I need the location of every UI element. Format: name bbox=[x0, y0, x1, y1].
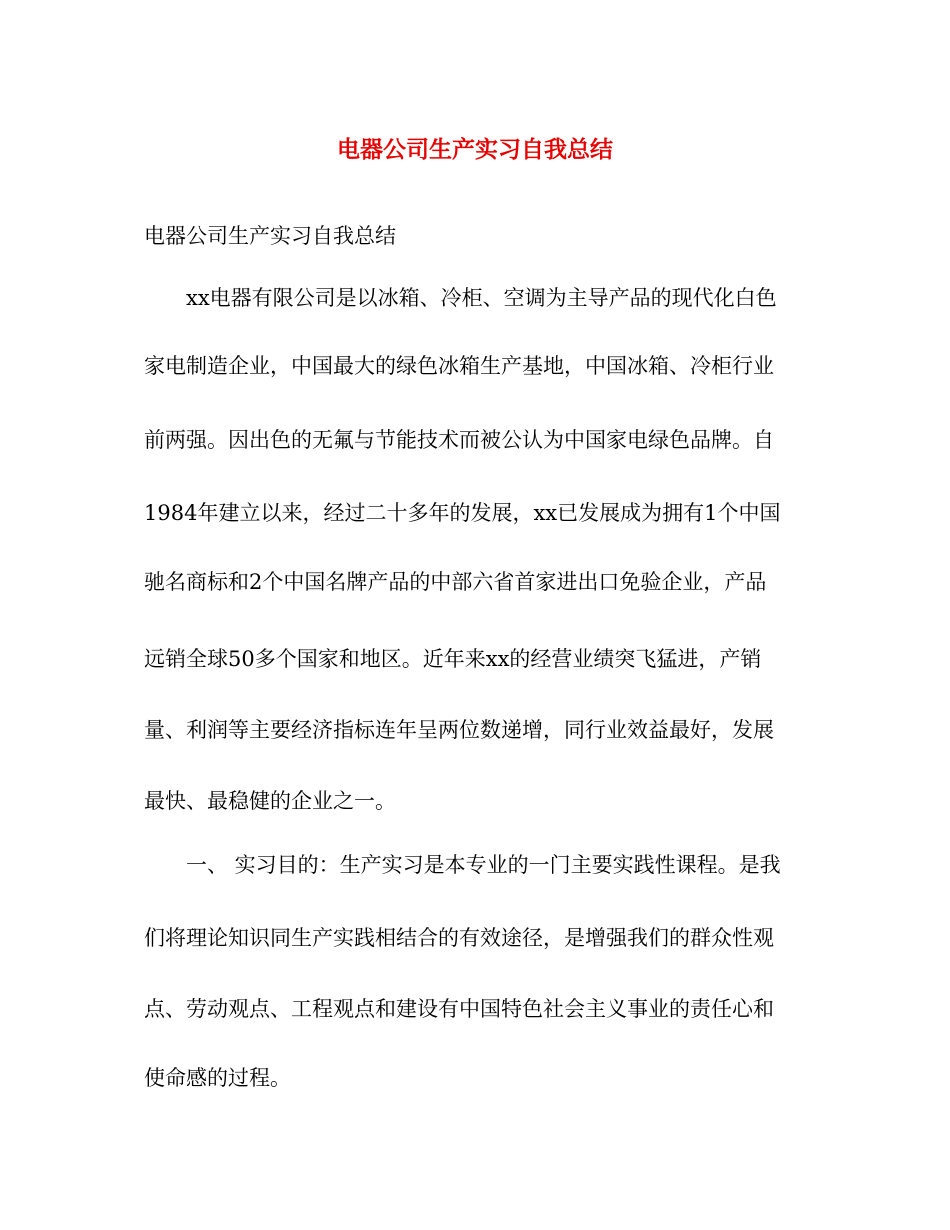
document-subtitle: 电器公司生产实习自我总结 bbox=[144, 224, 396, 248]
document-title: 电器公司生产实习自我总结 bbox=[337, 136, 613, 163]
paragraph-line: 前两强。因出色的无氟与节能技术而被公认为中国家电绿色品牌。自 bbox=[144, 428, 774, 452]
paragraph-line: 点、劳动观点、工程观点和建设有中国特色社会主义事业的责任心和 bbox=[144, 997, 774, 1021]
paragraph-line: 最快、最稳健的企业之一。 bbox=[144, 789, 396, 813]
paragraph-line: 1984年建立以来，经过二十多年的发展，xx已发展成为拥有1个中国 bbox=[144, 501, 781, 525]
paragraph-line: 远销全球50多个国家和地区。近年来xx的经营业绩突飞猛进，产销 bbox=[144, 647, 762, 671]
paragraph-line: 家电制造企业，中国最大的绿色冰箱生产基地，中国冰箱、冷柜行业 bbox=[144, 354, 774, 378]
paragraph-line: 们将理论知识同生产实践相结合的有效途径，是增强我们的群众性观 bbox=[144, 926, 774, 950]
paragraph-line: 一、 实习目的：生产实习是本专业的一门主要实践性课程。是我 bbox=[186, 853, 781, 877]
paragraph-line: 量、利润等主要经济指标连年呈两位数递增，同行业效益最好，发展 bbox=[144, 718, 774, 742]
paragraph-line: 驰名商标和2个中国名牌产品的中部六省首家进出口免验企业，产品 bbox=[144, 570, 767, 594]
paragraph-line: 使命感的过程。 bbox=[144, 1066, 291, 1090]
paragraph-line: xx电器有限公司是以冰箱、冷柜、空调为主导产品的现代化白色 bbox=[186, 286, 777, 310]
